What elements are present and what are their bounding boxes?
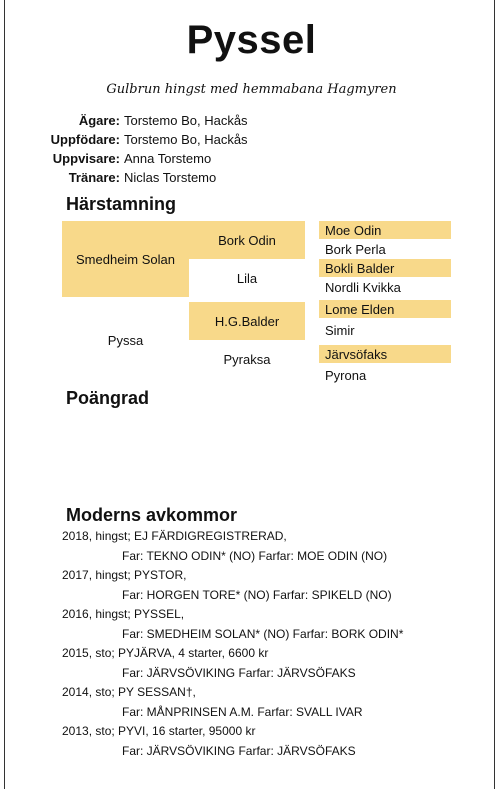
pedigree-ggp: Bokli Balder	[319, 259, 451, 277]
pedigree-ggp: Pyrona	[325, 367, 367, 383]
pedigree-ggp: Nordli Kvikka	[325, 279, 401, 295]
pedigree-ggp: Simir	[325, 322, 355, 338]
offspring-entry: 2013, sto; PYVI, 16 starter, 95000 kr	[62, 724, 256, 738]
offspring-parents: Far: TEKNO ODIN* (NO) Farfar: MOE ODIN (NO)	[122, 548, 388, 563]
offspring-parents: Far: JÄRVSÖVIKING Farfar: JÄRVSÖFAKS	[122, 665, 356, 680]
pedigree-sire-dam: Lila	[236, 270, 258, 286]
info-row	[40, 168, 248, 187]
offspring-list	[62, 527, 403, 761]
offspring-heading: Moderns avkommor	[66, 505, 238, 525]
info-value: Torstemo Bo, Hackås	[124, 113, 248, 128]
pedigree-sire-sire: Bork Odin	[189, 221, 305, 259]
offspring-parents: Far: JÄRVSÖVIKING Farfar: JÄRVSÖFAKS	[122, 743, 356, 758]
info-label: Uppfödare:	[50, 132, 120, 147]
pedigree-dam-sire: H.G.Balder	[189, 302, 305, 340]
offspring-entry: 2014, sto; PY SESSAN†,	[62, 685, 196, 699]
offspring-entry: 2018, hingst; EJ FÄRDIGREGISTRERAD,	[62, 529, 287, 543]
info-value: Anna Torstemo	[124, 151, 212, 166]
offspring-entry: 2017, hingst; PYSTOR,	[62, 568, 187, 582]
pedigree-ggp: Moe Odin	[319, 221, 451, 239]
pedigree-ggp: Bork Perla	[325, 241, 386, 257]
offspring-parents: Far: HORGEN TORE* (NO) Farfar: SPIKELD (NO)	[122, 587, 392, 602]
info-value: Niclas Torstemo	[124, 170, 217, 185]
pedigree-dam: Pyssa	[107, 332, 144, 348]
owner-info	[40, 111, 248, 187]
pedigree-heading: Härstamning	[66, 194, 177, 214]
offspring-parents: Far: MÅNPRINSEN A.M. Farfar: SVALL IVAR	[122, 704, 363, 719]
offspring-entry: 2016, hingst; PYSSEL,	[62, 607, 185, 621]
info-row	[40, 149, 248, 168]
pedigree-ggp: Lome Elden	[319, 300, 451, 318]
info-value: Torstemo Bo, Hackås	[124, 132, 248, 147]
points-heading: Poängrad	[66, 388, 150, 408]
info-row	[40, 111, 248, 130]
info-label: Ägare:	[78, 113, 120, 128]
pedigree-ggp: Järvsöfaks	[319, 345, 451, 363]
subtitle: Gulbrun hingst med hemmabana Hagmyren	[106, 82, 397, 97]
pedigree-sire: Smedheim Solan	[62, 221, 189, 297]
offspring-parents: Far: SMEDHEIM SOLAN* (NO) Farfar: BORK ODIN*	[122, 626, 404, 641]
pedigree-dam-dam: Pyraksa	[223, 351, 271, 367]
info-label: Tränare:	[68, 170, 120, 185]
page-title: Pyssel	[186, 18, 317, 62]
info-label: Uppvisare:	[52, 151, 120, 166]
info-row	[40, 130, 248, 149]
offspring-entry: 2015, sto; PYJÄRVA, 4 starter, 6600 kr	[62, 646, 269, 660]
